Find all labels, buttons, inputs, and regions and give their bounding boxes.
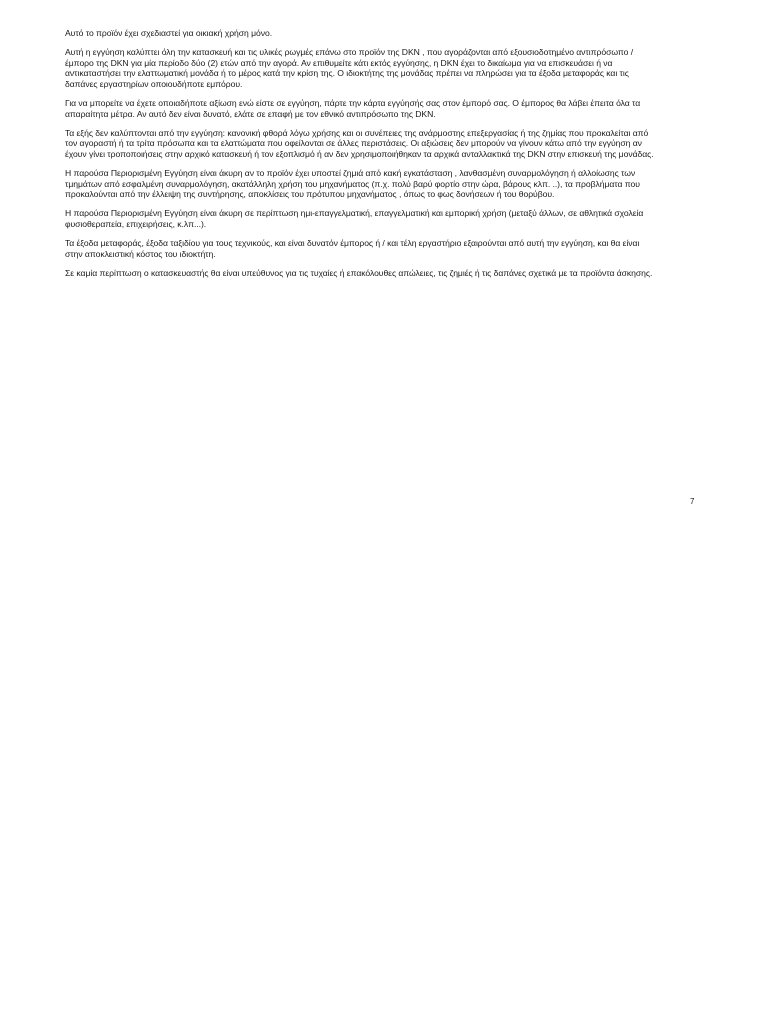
text-line: έμπορο της DKN για μία περίοδο δύο (2) ετών από την αγορά. Αν επιθυμείτε κάτι εκτός εγγύησης, η DKN έχει το δικαίωμα για να επισκευάσει ή να: [65, 57, 613, 68]
paragraph-liability: [65, 268, 705, 279]
text-line: Για να μπορείτε να έχετε οποιαδήποτε αξίωση ενώ είστε σε εγγύηση, πάρτε την κάρτα εγγύησής σας στον έμπορό σας. Ο έμπορος θα λάβει έπειτα όλα τα: [65, 97, 641, 108]
paragraph-void-commercial: [65, 208, 705, 229]
text-line: Σε καμία περίπτωση ο κατασκευαστής θα είναι υπεύθυνος για τις τυχαίες ή επακόλουθες απώλειες, τις ζημιές ή τις δαπάνες σχετικά με τα προϊόντα άσκησης.: [65, 267, 653, 278]
text-line: φυσιοθεραπεία, επιχειρήσεις, κ.λπ...).: [65, 218, 207, 229]
text-line: Τα έξοδα μεταφοράς, έξοδα ταξιδίου για τους τεχνικούς, και είναι δυνατόν έμπορος ή / και τέλη εργαστήριο εξαιρούνται από αυτή την εγγύηση, και θα είναι: [65, 237, 640, 248]
page-number: 7: [690, 497, 695, 506]
paragraph-exclusions: [65, 128, 705, 160]
text-line: τον αγοραστή ή τα τρίτα πρόσωπα και τα ελαττώματα που οφείλονται σε άλλες περιστάσεις. Οι αξιώσεις δεν μπορούν να γίνουν κάτω από την εγγύηση αν: [65, 138, 642, 149]
text-line: Αυτή η εγγύηση καλύπτει όλη την κατασκευή και τις υλικές ρωγμές επάνω στο προϊόν της DKN , που αγοράζονται από εξουσιοδοτημένο αντιπρόσωπο /: [65, 47, 634, 58]
text-line: Αυτό το προϊόν έχει σχεδιαστεί για οικιακή χρήση μόνο.: [65, 28, 273, 38]
paragraph-transport-costs: [65, 238, 705, 259]
text-line: στην αποκλειστική κόστος του ιδιοκτήτη.: [65, 248, 216, 259]
text-line: Η παρούσα Περιορισμένη Εγγύηση είναι άκυρη σε περίπτωση ημι-επαγγελματική, επαγγελματική και εμπορική χρήση (μεταξύ άλλων, σε αθλητικά σχολεία: [65, 208, 644, 219]
text-line: τμημάτων από εσφαλμένη συναρμολόγηση, ακατάλληλη χρήση του μηχανήματος (π.χ. πολύ βαρύ φορτίο στην ώρα, βάρους κλπ. ..), τα προβλήματα που: [65, 178, 640, 189]
paragraph-claims: [65, 98, 705, 119]
paragraph-warranty-coverage: [65, 47, 705, 89]
text-line: Τα εξής δεν καλύπτονται από την εγγύηση: κανονική φθορά λόγω χρήσης και οι συνέπειες της ανάρμοστης επεξεργασίας ή της ζημίας που προκαλείται από: [65, 127, 649, 138]
text-line: έχουν γίνει τροποποιήσεις στην αρχικό κατασκευή ή τον εξοπλισμό ή αν δεν χρησιμοποιήθηκαν τα αρχικά ανταλλακτικά της DKN στην επισκευή της μονάδας.: [65, 148, 654, 159]
text-line: προκαλούνται από την έλλειψη της συντήρησης, αποκλίσεις του πρότυπου μηχανήματος , όπως το φως δονήσεων ή του θορύβου.: [65, 189, 555, 200]
text-line: Η παρούσα Περιορισμένη Εγγύηση είναι άκυρη αν το προϊόν έχει υποστεί ζημιά από κακή εγκατάσταση , λανθασμένη συναρμολόγηση ή αλλοίωσης των: [65, 167, 636, 178]
paragraph-void-damage: [65, 168, 705, 200]
text-line: δαπάνες εργαστηρίων οποιουδήποτε εμπόρου.: [65, 78, 243, 89]
paragraph-home-use: [65, 28, 705, 39]
text-line: απαραίτητα μέτρα. Αν αυτό δεν είναι δυνατό, ελάτε σε επαφή με τον εθνικό αντιπρόσωπο της DKN.: [65, 108, 436, 119]
text-line: αντικαταστήσει την ελαττωματική μονάδα ή το μέρος κατά την κρίση της. Ο ιδιοκτήτης της μονάδας πρέπει να πληρώσει για τα έξοδα μεταφοράς και τις: [65, 68, 629, 79]
document-body: [65, 28, 705, 287]
